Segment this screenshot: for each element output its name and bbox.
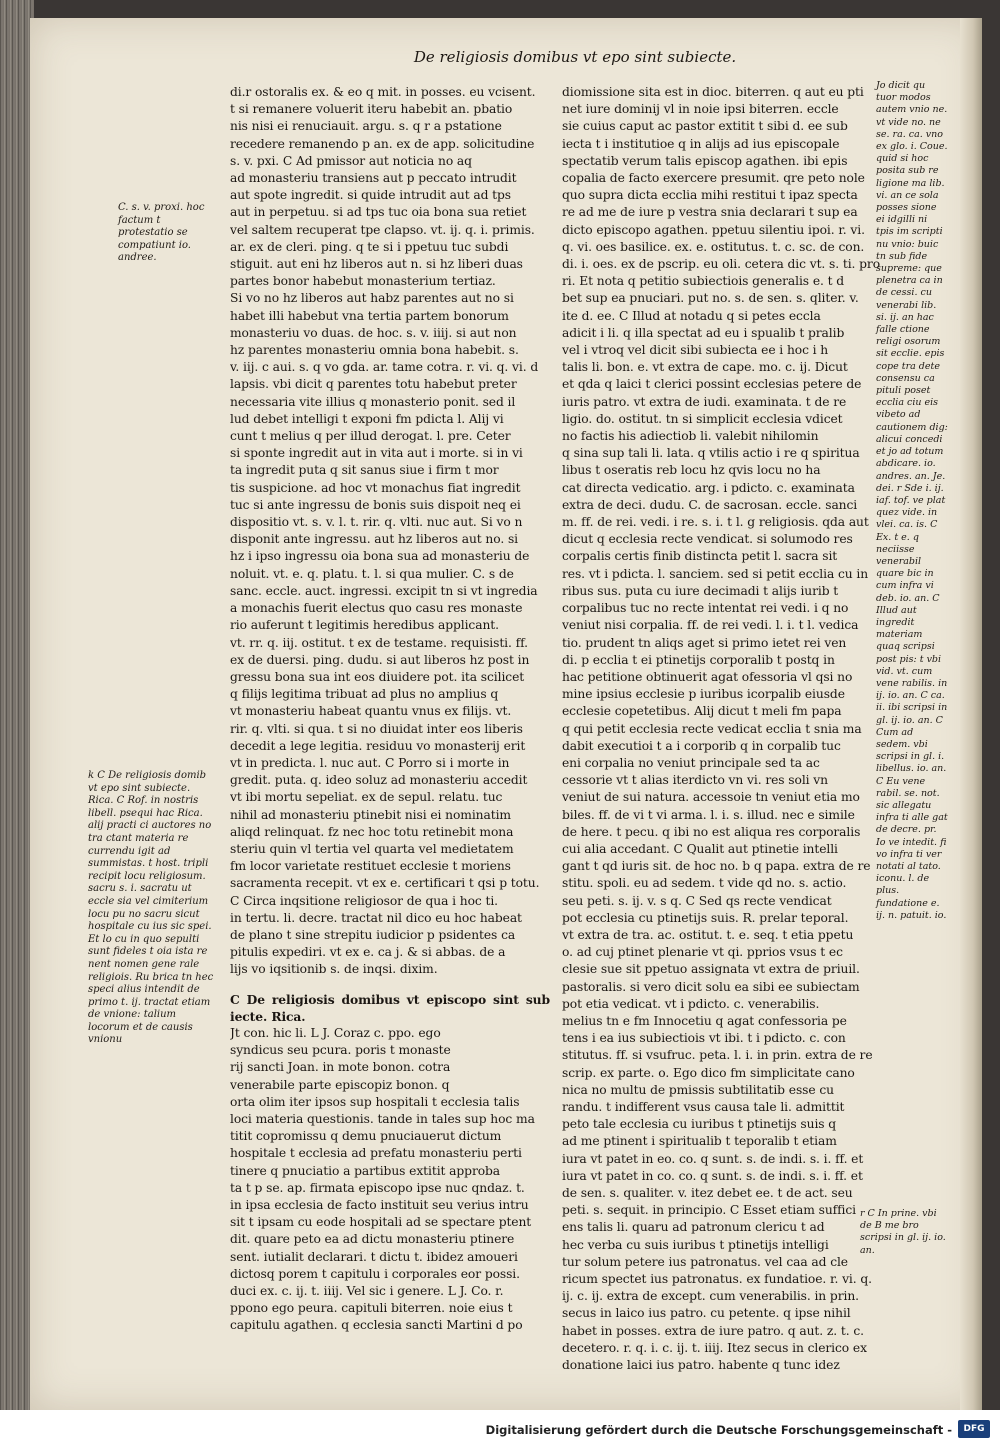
text-line: adicit i li. q illa spectat ad eu i spualib t pralib xyxy=(562,325,845,340)
text-line: ri. Et nota q petitio subiectiois generalis e. t d xyxy=(562,274,845,289)
text-line: de here. t pecu. q ibi no est aliqua res corporalis xyxy=(562,824,861,839)
text-column-left xyxy=(230,84,550,1384)
text-line: a monachis fuerit electus quo casu res monaste xyxy=(230,601,523,616)
text-line: o. ad cuj ptinet plenarie vt qi. pprios vsus t ec xyxy=(562,945,843,960)
text-line: si sponte ingredit aut in vita aut i morte. si in vi xyxy=(230,446,523,461)
text-line: vt monasteriu habeat quantu vnus ex filijs. vt. xyxy=(230,704,512,719)
text-line: hospitale t ecclesia ad prefatu monasteriu perti xyxy=(230,1146,522,1161)
text-line: v. iij. c aui. s. q vo gda. ar. tame cotra. r. vi. q. vi. d xyxy=(230,360,539,375)
text-line: pot etia vedicat. vt i pdicto. c. venerabilis. xyxy=(562,996,820,1011)
text-line: sent. iutialit declarari. t dictu t. ibidez amoueri xyxy=(230,1249,518,1264)
margin-gloss-left-bottom xyxy=(88,770,218,1047)
text-line: necessaria vite illius q monasterio ponit. sed il xyxy=(230,394,516,409)
text-line: gredit. puta. q. ideo soluz ad monasteriu accedit xyxy=(230,773,528,788)
margin-gloss-left-top xyxy=(118,202,218,265)
text-line: q. vi. oes basilice. ex. e. ostitutus. t. c. sc. de con. xyxy=(562,239,865,254)
text-line: capitulu agathen. q ecclesia sancti Martini d po xyxy=(230,1318,523,1333)
text-line: hz parentes monasteriu omnia bona habebit. s. xyxy=(230,343,519,358)
text-line: duci ex. c. ij. t. iiij. Vel sic i genere. L J. Co. r. xyxy=(230,1284,504,1299)
text-line: tens i ea ius subiectiois vt ibi. t i pdicto. c. con xyxy=(562,1031,846,1046)
text-line: dictosq porem t capitulu i corporales eor possi. xyxy=(230,1266,520,1281)
text-line: veniut de sui natura. accessoie tn veniut etia mo xyxy=(562,790,860,805)
text-line: ar. ex de cleri. ping. q te si i ppetuu tuc subdi xyxy=(230,239,509,254)
text-line: aut in perpetuu. si ad tps tuc oia bona sua retiet xyxy=(230,205,527,220)
text-line: ad monasteriu transiens aut p peccato intrudit xyxy=(230,171,517,186)
text-line: dicut q ecclesia recte vendicat. si solumodo res xyxy=(562,532,853,547)
text-line: pastoralis. si vero dicit solu ea sibi ee subiectam xyxy=(562,979,860,994)
text-line: ta ingredit puta q sit sanus siue i firm t mor xyxy=(230,463,499,478)
text-line: monasteriu vo duas. de hoc. s. v. iiij. si aut non xyxy=(230,325,517,340)
text-line: nis nisi ei renuciauit. argu. s. q r a pstatione xyxy=(230,119,502,134)
text-line: s. v. pxi. C Ad pmissor aut noticia no aq xyxy=(230,153,472,168)
text-line: sit t ipsam cu eode hospitali ad se spectare ptent xyxy=(230,1215,532,1230)
text-line: vel saltem recuperat tpe clapso. vt. ij. q. i. primis. xyxy=(230,222,535,237)
text-line: partes bonor habebut monasterium tertiaz. xyxy=(230,274,496,289)
text-line: diomissione sita est in dioc. biterren. q aut eu pti xyxy=(562,85,864,99)
funding-credit: Digitalisierung gefördert durch die Deutsche Forschungsgemeinschaft - xyxy=(485,1423,952,1437)
text-line: disponit ante ingressu. aut hz liberos aut no. si xyxy=(230,532,519,547)
text-line: sie cuius caput ac pastor extitit t sibi d. ee sub xyxy=(562,119,848,134)
book-page-edges xyxy=(0,0,34,1410)
text-line: tio. prudent tn aliqs aget si primo ietet rei ven xyxy=(562,635,847,650)
text-line: di.r ostoralis ex. & eo q mit. in posses. eu vcisent. xyxy=(230,85,536,99)
text-line: no factis his adiectiob li. valebit nihilomin xyxy=(562,429,819,444)
text-line: stitutus. ff. si vsufruc. peta. l. i. in prin. extra de re xyxy=(562,1048,873,1063)
text-line: de sen. s. qualiter. v. itez debet ee. t de act. seu xyxy=(562,1186,853,1200)
text-line: cessorie vt t alias iterdicto vn vi. res soli vn xyxy=(562,773,828,788)
gloss-text: k C De religiosis domib vt epo sint subiecte. Rica. C Rof. in nostris libell. psequi hac Rica. alij practi ci auctores no tra ctant materia re currendu igit ad summistas. t host. tripli recipit locu religiosum. sacru s. i. sacratu ut eccle sia vel cimiterium locu pu no sacru sicut hospitale cu ius sic spei. Et lo cu in quo sepulti sunt fideles t oia ista re nent nomen gene rale religiois. Ru brica tn hec speci alius intendit de primo t. ij. tractat etiam de vnione: talium locorum et de causis vnionu xyxy=(88,770,214,1046)
text-line: recedere remanendo p an. ex de app. solicitudine xyxy=(230,136,535,151)
left-column-text-continued xyxy=(230,1025,550,1335)
text-line: sacramenta recepit. vt ex e. certificari t qsi p totu. xyxy=(230,876,540,891)
text-line: biles. ff. de vi t vi arma. l. i. s. illud. nec e simile xyxy=(562,807,855,822)
text-line: rir. q. vlti. si qua. t si no diuidat inter eos liberis xyxy=(230,721,523,736)
text-line: clesie sue sit ppetuo assignata vt extra de priuil. xyxy=(562,962,860,977)
text-line: de plano t sine strepitu iudicior p psidentes ca xyxy=(230,927,516,942)
text-line: decedit a lege legitia. residuu vo monasterij erit xyxy=(230,738,526,753)
text-line: pitulis expediri. vt ex e. ca j. & si abbas. de a xyxy=(230,945,506,960)
text-line: lijs vo iqsitionib s. de inqsi. dixim. xyxy=(230,962,438,977)
right-column-text xyxy=(562,84,882,1374)
text-line: ricum spectet ius patronatus. ex fundatioe. r. vi. q. xyxy=(562,1272,872,1287)
text-line: re ad me de iure p vestra snia declarari t sup ea xyxy=(562,205,858,220)
text-line: scrip. ex parte. o. Ego dico fm simplicitate cano xyxy=(562,1065,855,1080)
text-line: stiguit. aut eni hz liberos aut n. si hz liberi duas xyxy=(230,257,523,272)
text-line: q filijs legitima tribuat ad plus no amplius q xyxy=(230,687,499,702)
text-line: copalia de facto exercere presumit. qre peto nole xyxy=(562,171,865,186)
text-line: dit. quare peto ea ad dictu monasteriu ptinere xyxy=(230,1232,515,1247)
text-column-right xyxy=(562,84,882,1384)
text-line: aut spote ingredit. si quide intrudit aut ad tps xyxy=(230,188,511,203)
book-page xyxy=(30,18,982,1410)
gloss-text: r C In prine. vbi de B me bro scripsi in gl. ij. io. an. xyxy=(860,1208,946,1256)
text-line: in ipsa ecclesia de facto instituit seu verius intru xyxy=(230,1198,529,1212)
text-line: vt. rr. q. iij. ostitut. t ex de testame. requisisti. ff. xyxy=(230,635,528,650)
text-line: ad me ptinent i spiritualib t teporalib t etiam xyxy=(562,1134,837,1149)
text-line: veniut nisi corpalia. ff. de rei vedi. l. i. t l. vedica xyxy=(562,618,859,633)
text-line: vt in predicta. l. nuc aut. C Porro si i morte in xyxy=(230,755,510,770)
text-line: quo supra dicta ecclia mihi restitui t ipaz specta xyxy=(562,188,858,203)
text-line: steriu quin vl tertia vel quarta vel medietatem xyxy=(230,841,514,856)
text-line: q sina sup tali li. lata. q vtilis actio i re q spiritua xyxy=(562,446,860,461)
text-line: gressu bona sua int eos diuidere pot. ita scilicet xyxy=(230,669,525,684)
text-line: stitu. spoli. eu ad sedem. t vide qd no. s. actio. xyxy=(562,876,847,891)
text-line: vt extra de tra. ac. ostitut. t. e. seq. t etia ppetu xyxy=(562,927,854,942)
text-line: bet sup ea pnuciari. put no. s. de sen. s. qliter. v. xyxy=(562,291,859,306)
text-line: secus in laico ius patro. cu petente. q ipse nihil xyxy=(562,1306,851,1321)
text-line: et qda q laici t clerici possint ecclesias petere de xyxy=(562,377,862,392)
text-line: net iure dominij vl in noie ipsi biterren. eccle xyxy=(562,102,839,117)
text-line: venerabile parte episcopiz bonon. q xyxy=(230,1077,450,1092)
margin-gloss-right-bottom xyxy=(860,1208,948,1257)
text-line: extra de deci. dudu. C. de sacrosan. eccle. sanci xyxy=(562,497,858,512)
text-line: in tertu. li. decre. tractat nil dico eu hoc habeat xyxy=(230,910,522,925)
text-line: dicto episcopo agathen. ppetuu silentiu ipoi. r. vi. xyxy=(562,222,865,237)
text-line: Si vo no hz liberos aut habz parentes aut no si xyxy=(230,291,514,306)
text-line: hz i ipso ingressu oia bona sua ad monasteriu de xyxy=(230,549,530,564)
text-line: habet illi habebut vna tertia partem bonorum xyxy=(230,308,509,323)
text-line: lapsis. vbi dicit q parentes totu habebut preter xyxy=(230,377,517,392)
text-line: talis li. bon. e. vt extra de cape. mo. c. ij. Dicut xyxy=(562,360,848,375)
text-line: ij. c. ij. extra de except. cum venerabilis. in prin. xyxy=(562,1289,859,1304)
page-gutter-shadow xyxy=(960,18,982,1410)
text-line: q qui petit ecclesia recte vedicat ecclia t snia ma xyxy=(562,721,862,736)
gloss-text: Jo dicit qu tuor modos autem vnio ne. vt vide no. ne se. ra. ca. vno ex glo. i. Coue. quid si hoc posita sub re ligione ma lib. vi. an ce sola posses sione ei idgilli ni tpis im scripti nu vnio: buic tn sub fide supreme: que plenetra ca in de cessi. cu venerabi lib. si. ij. an hac falle ctione religi osorum sit ecclie. epis cope tra dete consensu ca pituli poset ecclia ciu eis vibeto ad cautionem dig: alicui concedi et jo ad totum abdicare. io. andres. an. Je. dei. r Sde i. ij. iaf. tof. ve plat quez vide. in vlei. ca. is. C Ex. t e. q neciisse venerabil quare bic in cum infra vi deb. io. an. C Illud aut ingredit materiam quaq scripsi post pis: t vbi vid. vt. cum vene rabilis. in ij. io. an. C ca. ii. ibi scripsi in gl. ij. io. an. C Cum ad sedem. vbi scripsi in gl. i. libellus. io. an. C Eu vene rabil. se. not. sic allegatu infra ti alle gat de decre. pr. Io ve intedit. fi vo infra ti ver notati al tato. iconu. l. de plus. fundatione e. ij. n. patuit. io. xyxy=(876,80,948,921)
text-line: rij sancti Joan. in mote bonon. cotra xyxy=(230,1060,451,1075)
text-line: cui alia accedant. C Qualit aut ptinetie intelli xyxy=(562,841,838,856)
text-line: randu. t indifferent vsus causa tale li. admittit xyxy=(562,1099,845,1114)
text-line: ens talis li. quaru ad patronum clericu t ad xyxy=(562,1220,825,1235)
text-line: loci materia questionis. tande in tales sup hoc ma xyxy=(230,1111,535,1126)
text-line: gant t qd iuris sit. de hoc no. b q papa. extra de re xyxy=(562,859,871,874)
text-line: seu peti. s. ij. v. s q. C Sed qs recte vendicat xyxy=(562,893,832,908)
text-line: ta t p se. ap. firmata episcopo ipse nuc qndaz. t. xyxy=(230,1180,525,1195)
text-line: titit copromissu q demu pnuciauerut dictum xyxy=(230,1129,502,1144)
text-line: donatione laici ius patro. habente q tunc idez xyxy=(562,1358,840,1373)
text-line: melius tn e fm Innocetiu q agat confessoria pe xyxy=(562,1013,847,1028)
footer-bar xyxy=(0,1410,1000,1449)
text-line: iecta t i institutioe q in alijs ad ius episcopale xyxy=(562,136,840,151)
text-line: m. ff. de rei. vedi. i re. s. i. t l. g religiosis. qda aut xyxy=(562,515,869,530)
running-head: De religiosis domibus vt epo sint subiecte. xyxy=(413,48,737,66)
text-line: ite d. ee. C Illud at notadu q si petes eccla xyxy=(562,308,821,323)
text-line: peti. s. sequit. in principio. C Esset etiam suffici xyxy=(562,1203,857,1218)
text-line: tuc si ante ingressu de bonis suis dispoit neq ei xyxy=(230,497,521,512)
text-line: hec verba cu suis iuribus t ptinetijs intelligi xyxy=(562,1237,829,1252)
text-line: ex de duersi. ping. dudu. si aut liberos hz post in xyxy=(230,652,530,667)
text-line: sanc. eccle. auct. ingressi. excipit tn si vt ingredia xyxy=(230,583,538,598)
text-line: tinere q pnuciatio a partibus extitit approba xyxy=(230,1163,501,1178)
left-column-text xyxy=(230,84,550,979)
text-line: peto tale ecclesia cu iuribus t ptinetijs suis q xyxy=(562,1117,837,1132)
text-line: hac petitione obtinuerit agat ofessoria vl qsi no xyxy=(562,669,853,684)
text-line: iuris patro. vt extra de iudi. examinata. t de re xyxy=(562,394,847,409)
text-line: C Circa inqsitione religiosor de qua i hoc ti. xyxy=(230,893,498,908)
text-line: tur solum petere ius patronatus. vel caa ad cle xyxy=(562,1254,848,1269)
text-line: iura vt patet in eo. co. q sunt. s. de indi. s. i. ff. et xyxy=(562,1151,864,1166)
text-line: vel i vtroq vel dicit sibi subiecta ee i hoc i h xyxy=(562,343,829,358)
text-line: corpalis certis finib distincta petit l. sacra sit xyxy=(562,549,838,564)
text-line: spectatib verum talis episcop agathen. ibi epis xyxy=(562,153,848,168)
gloss-text: C. s. v. proxi. hoc factum t protestatio se compatiunt io. andree. xyxy=(118,202,205,264)
dfg-logo: DFG xyxy=(958,1420,990,1438)
text-line: res. vt i pdicta. l. sanciem. sed si petit ecclia cu in xyxy=(562,566,869,581)
text-line: rio auferunt t legitimis heredibus applicant. xyxy=(230,618,499,633)
text-line: t si remanere voluerit iteru habebit an. pbatio xyxy=(230,102,513,117)
text-line: di. i. oes. ex de pscrip. eu oli. cetera dic vt. s. ti. pro xyxy=(562,257,881,272)
text-line: nihil ad monasteriu ptinebit nisi ei nominatim xyxy=(230,807,511,822)
text-line: ribus sus. puta cu iure decimadi t alijs iurib t xyxy=(562,583,839,598)
text-line: pot ecclesia cu ptinetijs suis. R. prelar teporal. xyxy=(562,910,849,925)
text-line: corpalibus tuc no recte intentat rei vedi. i q no xyxy=(562,601,849,616)
text-line: nica no multu de pmissis subtilitatib esse cu xyxy=(562,1082,834,1097)
text-line: ecclesie copetetibus. Alij dicut t meli fm papa xyxy=(562,704,842,719)
section-heading: C De religiosis domibus vt episcopo sint sub iecte. Rica. xyxy=(230,991,550,1024)
text-line: syndicus seu pcura. poris t monaste xyxy=(230,1043,451,1058)
text-line: ppono ego peura. capituli biterren. noie eius t xyxy=(230,1301,513,1316)
text-line: cat directa vedicatio. arg. i pdicto. c. examinata xyxy=(562,480,855,495)
text-line: dabit executioi t a i corporib q in corpalib tuc xyxy=(562,738,841,753)
text-line: mine ipsius ecclesie p iuribus icorpalib eiusde xyxy=(562,687,845,702)
text-line: ligio. do. ostitut. tn si simplicit ecclesia vdicet xyxy=(562,411,843,426)
text-line: habet in posses. extra de iure patro. q aut. z. t. c. xyxy=(562,1323,864,1338)
text-line: vt ibi mortu sepeliat. ex de sepul. relatu. tuc xyxy=(230,790,503,805)
margin-gloss-right-top xyxy=(876,80,948,922)
text-line: noluit. vt. e. q. platu. t. l. si qua mulier. C. s de xyxy=(230,566,514,581)
text-line: di. p ecclia t ei ptinetijs corporalib t postq in xyxy=(562,652,835,667)
text-line: fm locor varietate restituet ecclesie t moriens xyxy=(230,859,511,874)
text-line: lud debet intelligi t exponi fm pdicta l. Alij vi xyxy=(230,411,504,426)
text-line: eni corpalia no veniut principale sed ta ac xyxy=(562,755,820,770)
text-line: cunt t melius q per illud derogat. l. pre. Ceter xyxy=(230,429,511,444)
text-line: Jt con. hic li. L J. Coraz c. ppo. ego xyxy=(230,1025,441,1040)
text-line: aliqd relinquat. fz nec hoc totu retinebit mona xyxy=(230,824,514,839)
text-line: decetero. r. q. i. c. ij. t. iiij. Itez secus in clerico ex xyxy=(562,1340,867,1355)
text-line: tis suspicione. ad hoc vt monachus fiat ingredit xyxy=(230,480,521,495)
text-line: dispositio vt. s. v. l. t. rir. q. vlti. nuc aut. Si vo n xyxy=(230,515,523,530)
text-line: orta olim iter ipsos sup hospitali t ecclesia talis xyxy=(230,1094,520,1109)
text-line: iura vt patet in co. co. q sunt. s. de indi. s. i. ff. et xyxy=(562,1168,863,1183)
text-line: libus t oseratis reb locu hz qvis locu no ha xyxy=(562,463,821,478)
